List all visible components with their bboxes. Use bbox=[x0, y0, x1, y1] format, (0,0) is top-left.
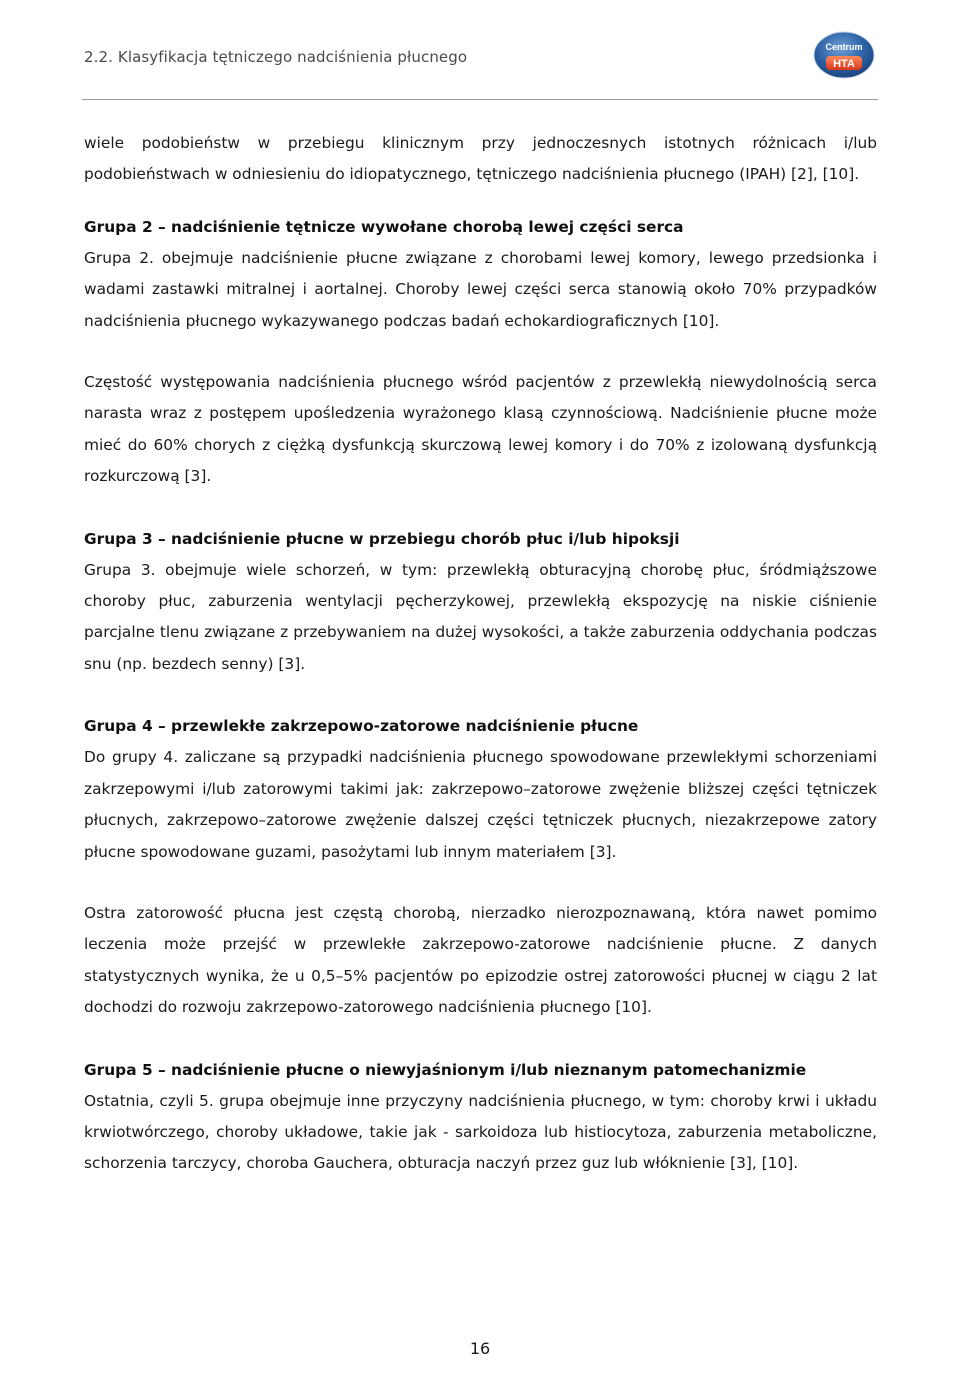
paragraph-ostra-zatorowosc: Ostra zatorowość płucna jest częstą chorobą, nierzadko nierozpoznawaną, która nawet pomimo leczenia może przejść w przewlekłe zakrzepowo-zatorowe nadciśnienie płucne. Z danych statystycznych wynika, że u 0,5–5% pacjentów po epizodzie ostrej zatorowości płucnej w ciągu 2 lat dochodzi do rozwoju zakrzepowo-zatorowego nadciśnienia płucnego [10]. bbox=[84, 903, 877, 1017]
heading-grupa-3: Grupa 3 – nadciśnienie płucne w przebiegu chorób płuc i/lub hipoksji bbox=[84, 529, 680, 548]
heading-grupa-5: Grupa 5 – nadciśnienie płucne o niewyjaśnionym i/lub nieznanym patomechanizmie bbox=[84, 1060, 807, 1079]
logo-text-centrum: Centrum bbox=[825, 42, 863, 52]
paragraph-grupa-4: Do grupy 4. zaliczane są przypadki nadciśnienia płucnego spowodowane przewlekłymi schorzeniami zakrzepowymi i/lub zatorowymi takimi jak: zakrzepowo–zatorowe zwężenie bliższej części tętniczek płucnych, zakrzepowo–zatorowe zwężenie dalszej części tętniczek płucnych, niezakrzepowe zatory płucne spowodowane guzami, pasożytami lub innym materiałem [3]. bbox=[84, 748, 877, 861]
paragraph-czestosc: Częstość występowania nadciśnienia płucnego wśród pacjentów z przewlekłą niewydolnością serca narasta wraz z postępem upośledzenia wyrażonego klasą czynnościową. Nadciśnienie płucne może mieć do 60% chorych z ciężką dysfunkcją skurczową lewej komory i do 70% z izolowaną dysfunkcją rozkurczową [3]. bbox=[84, 373, 877, 486]
paragraph-intro: wiele podobieństw w przebiegu klinicznym przy jednoczesnych istotnych różnicach i/lub podobieństwach w odniesieniu do idiopatycznego, tętniczego nadciśnienia płucnego (IPAH) [2], [10]. bbox=[84, 134, 877, 184]
heading-grupa-2: Grupa 2 – nadciśnienie tętnicze wywołane chorobą lewej części serca bbox=[84, 217, 684, 236]
page-number: 16 bbox=[469, 1339, 491, 1358]
header-divider bbox=[82, 99, 878, 100]
logo-text-hta: HTA bbox=[833, 58, 855, 70]
document-body bbox=[84, 128, 877, 1180]
paragraph-grupa-2: Grupa 2. obejmuje nadciśnienie płucne związane z chorobami lewej komory, lewego przedsionka i wadami zastawki mitralnej i aortalnej. Choroby lewej części serca stanowią około 70% przypadków nadciśnienia płucnego wykazywanego podczas badań echokardiograficznych [10]. bbox=[84, 248, 877, 330]
heading-grupa-4: Grupa 4 – przewlekłe zakrzepowo-zatorowe nadciśnienie płucne bbox=[84, 717, 639, 736]
running-header: 2.2. Klasyfikacja tętniczego nadciśnienia płucnego bbox=[84, 48, 468, 66]
paragraph-grupa-3: Grupa 3. obejmuje wiele schorzeń, w tym: przewlekłą obturacyjną chorobę płuc, śródmiąższowe choroby płuc, zaburzenia wentylacji pęcherzykowej, przewlekłą ekspozycję na niskie ciśnienie parcjalne tlenu związane z przebywaniem na dużej wysokości, a także zaburzenia oddychania podczas snu (np. bezdech senny) [3]. bbox=[84, 560, 877, 673]
centrum-hta-logo bbox=[812, 30, 876, 80]
paragraph-grupa-5: Ostatnia, czyli 5. grupa obejmuje inne przyczyny nadciśnienia płucnego, w tym: choroby krwi i układu krwiotwórczego, choroby układowe, takie jak - sarkoidoza lub histiocytoza, zaburzenia metaboliczne, schorzenia tarczycy, choroba Gauchera, obturacja naczyń przez guz lub włóknienie [3], [10]. bbox=[84, 1091, 877, 1173]
